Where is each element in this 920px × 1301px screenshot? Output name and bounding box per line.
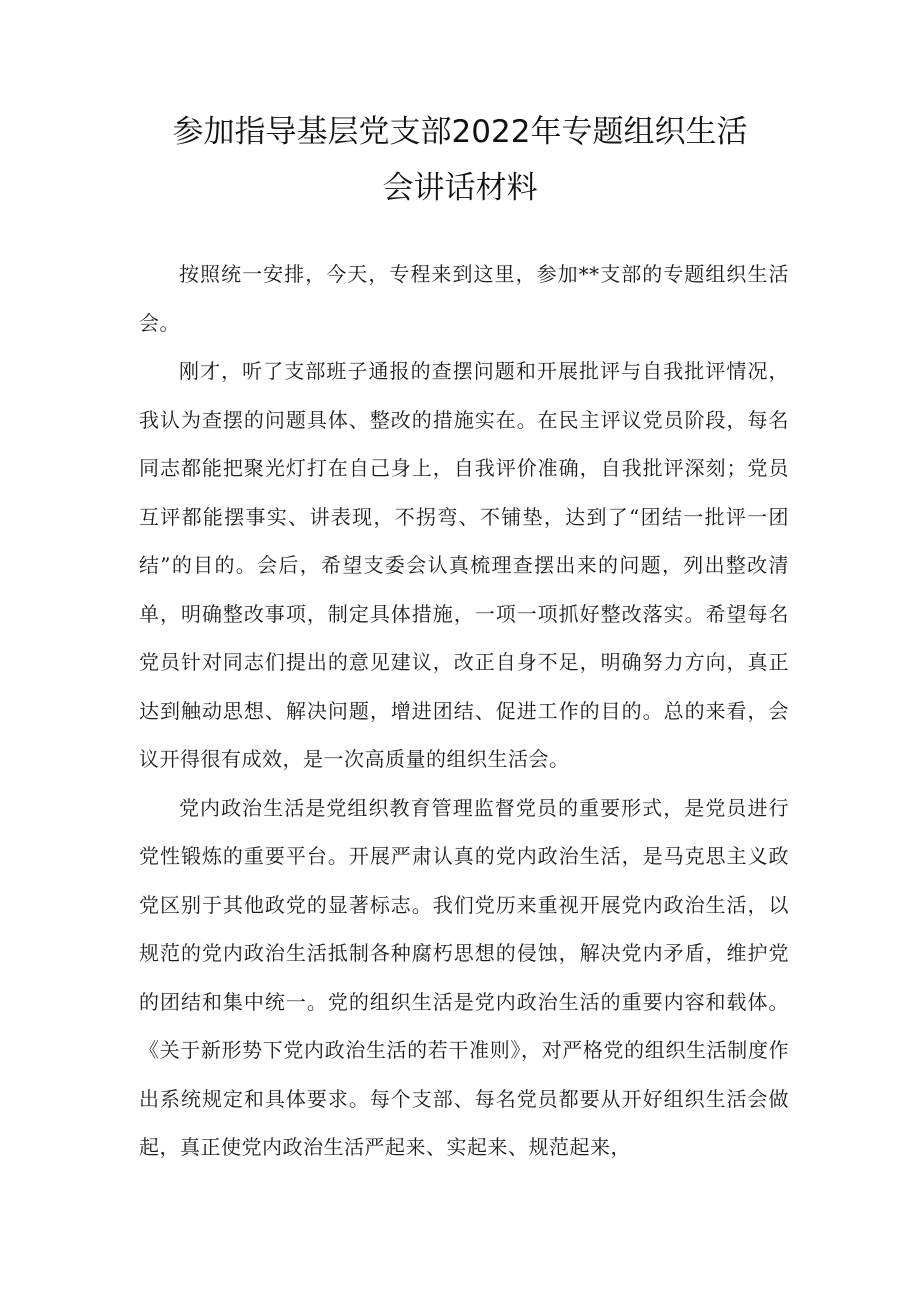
title-line-2: 会讲话材料	[382, 170, 538, 206]
document-title	[120, 104, 800, 216]
paragraph-3: 党内政治生活是党组织教育管理监督党员的重要形式，是党员进行党性锻炼的重要平台。开展严肃认真的党内政治生活，是马克思主义政党区别于其他政党的显著标志。我们党历来重视开展党内政治生活，以规范的党内政治生活抵制各种腐朽思想的侵蚀，解决党内矛盾，维护党的团结和集中统一。党的组织生活是党内政治生活的重要内容和载体。《关于新形势下党内政治生活的若干准则》，对严格党的组织生活制度作出系统规定和具体要求。每个支部、每名党员都要从开好组织生活会做起，真正使党内政治生活严起来、实起来、规范起来，	[139, 795, 789, 1159]
paragraph-2: 刚才，听了支部班子通报的查摆问题和开展批评与自我批评情况，我认为查摆的问题具体、整改的措施实在。在民主评议党员阶段，每名同志都能把聚光灯打在自己身上，自我评价准确，自我批评深刻；党员互评都能摆事实、讲表现，不拐弯、不铺垫，达到了“团结一批评一团结”的目的。会后，希望支委会认真梳理查摆出来的问题，列出整改清单，明确整改事项，制定具体措施，一项一项抓好整改落实。希望每名党员针对同志们提出的意见建议，改正自身不足，明确努力方向，真正达到触动思想、解决问题，增进团结、促进工作的目的。总的来看，会议开得很有成效，是一次高质量的组织生活会。	[139, 359, 789, 771]
document-body	[139, 250, 789, 1172]
paragraph-1: 按照统一安排，今天，专程来到这里，参加**支部的专题组织生活会。	[139, 262, 789, 335]
title-line-1: 参加指导基层党支部2022年专题组织生活	[172, 114, 748, 150]
